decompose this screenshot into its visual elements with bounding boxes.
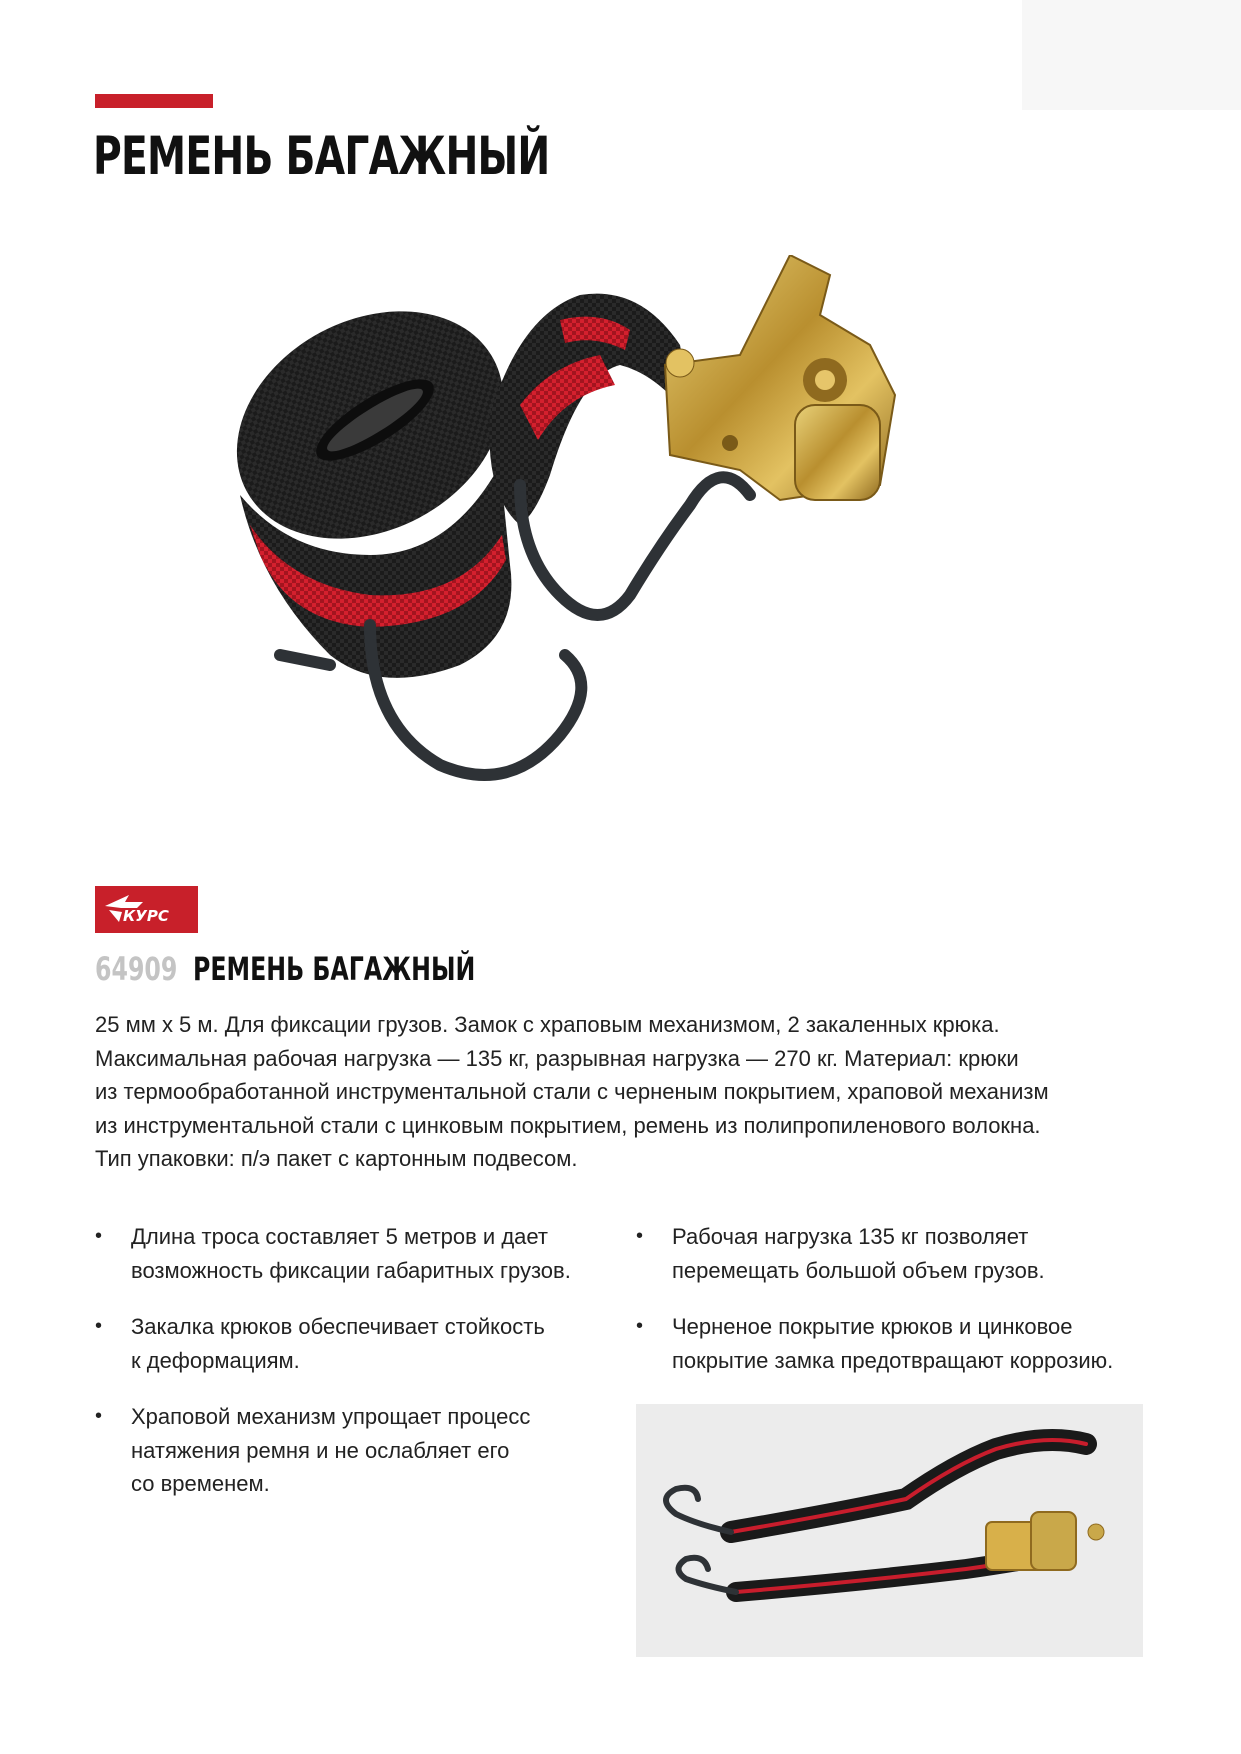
feature-text-line: покрытие замка предотвращают коррозию.: [672, 1347, 1114, 1373]
feature-text-line: возможность фиксации габаритных грузов.: [131, 1257, 571, 1283]
feature-text-line: Длина троса составляет 5 метров и дает: [131, 1224, 548, 1249]
product-name: РЕМЕНЬ БАГАЖНЫЙ: [193, 950, 476, 988]
ratchet-buckle: [665, 255, 895, 500]
product-hero-image: [220, 255, 1040, 835]
feature-item: [636, 1310, 1113, 1377]
feature-text-line: Храповой механизм упрощает процесс: [131, 1404, 531, 1429]
features-list-left: [95, 1220, 571, 1524]
feature-text-line: Закалка крюков обеспечивает стойкость: [131, 1314, 545, 1339]
feature-item: [95, 1400, 571, 1501]
bullet-icon: •: [636, 1225, 644, 1247]
feature-text-line: со временем.: [131, 1471, 270, 1496]
product-photo-secondary: [636, 1404, 1143, 1657]
bullet-icon: •: [636, 1315, 644, 1337]
brand-logo: [95, 886, 198, 933]
description-line: Тип упаковки: п/э пакет с картонным подвесом.: [95, 1146, 578, 1171]
bullet-icon: •: [95, 1405, 103, 1427]
description-line: 25 мм х 5 м. Для фиксации грузов. Замок с храповым механизмом, 2 закаленных крюка.: [95, 1012, 1000, 1037]
bullet-icon: •: [95, 1225, 103, 1247]
product-sku: 64909: [95, 950, 178, 988]
brand-logo-text: КУРС: [123, 907, 169, 925]
feature-text-line: Рабочая нагрузка 135 кг позволяет: [672, 1224, 1029, 1249]
bullet-icon: •: [95, 1315, 103, 1337]
page-title: РЕМЕНЬ БАГАЖНЫЙ: [93, 126, 550, 187]
strap-unrolled-image: [636, 1404, 1143, 1657]
feature-text-line: перемещать большой объем грузов.: [672, 1257, 1045, 1283]
features-list-right: [636, 1220, 1113, 1400]
feature-item: [95, 1310, 571, 1377]
product-heading: [95, 950, 575, 988]
description-line: из инструментальной стали с цинковым покрытием, ремень из полипропиленового волокна.: [95, 1112, 1041, 1138]
feature-item: [95, 1220, 571, 1287]
corner-shade: [1022, 0, 1241, 110]
brand-logo-arrow-icon: [95, 886, 198, 933]
product-description: [95, 1008, 1095, 1176]
feature-text-line: натяжения ремня и не ослабляет его: [131, 1437, 510, 1463]
accent-bar: [95, 94, 213, 108]
feature-text-line: Черненое покрытие крюков и цинковое: [672, 1314, 1073, 1339]
feature-text-line: к деформациям.: [131, 1347, 300, 1373]
description-line: из термообработанной инструментальной стали с черненым покрытием, храповой механизм: [95, 1079, 1049, 1104]
description-line: Максимальная рабочая нагрузка — 135 кг, разрывная нагрузка — 270 кг. Материал: крюки: [95, 1045, 1019, 1071]
feature-item: [636, 1220, 1113, 1287]
